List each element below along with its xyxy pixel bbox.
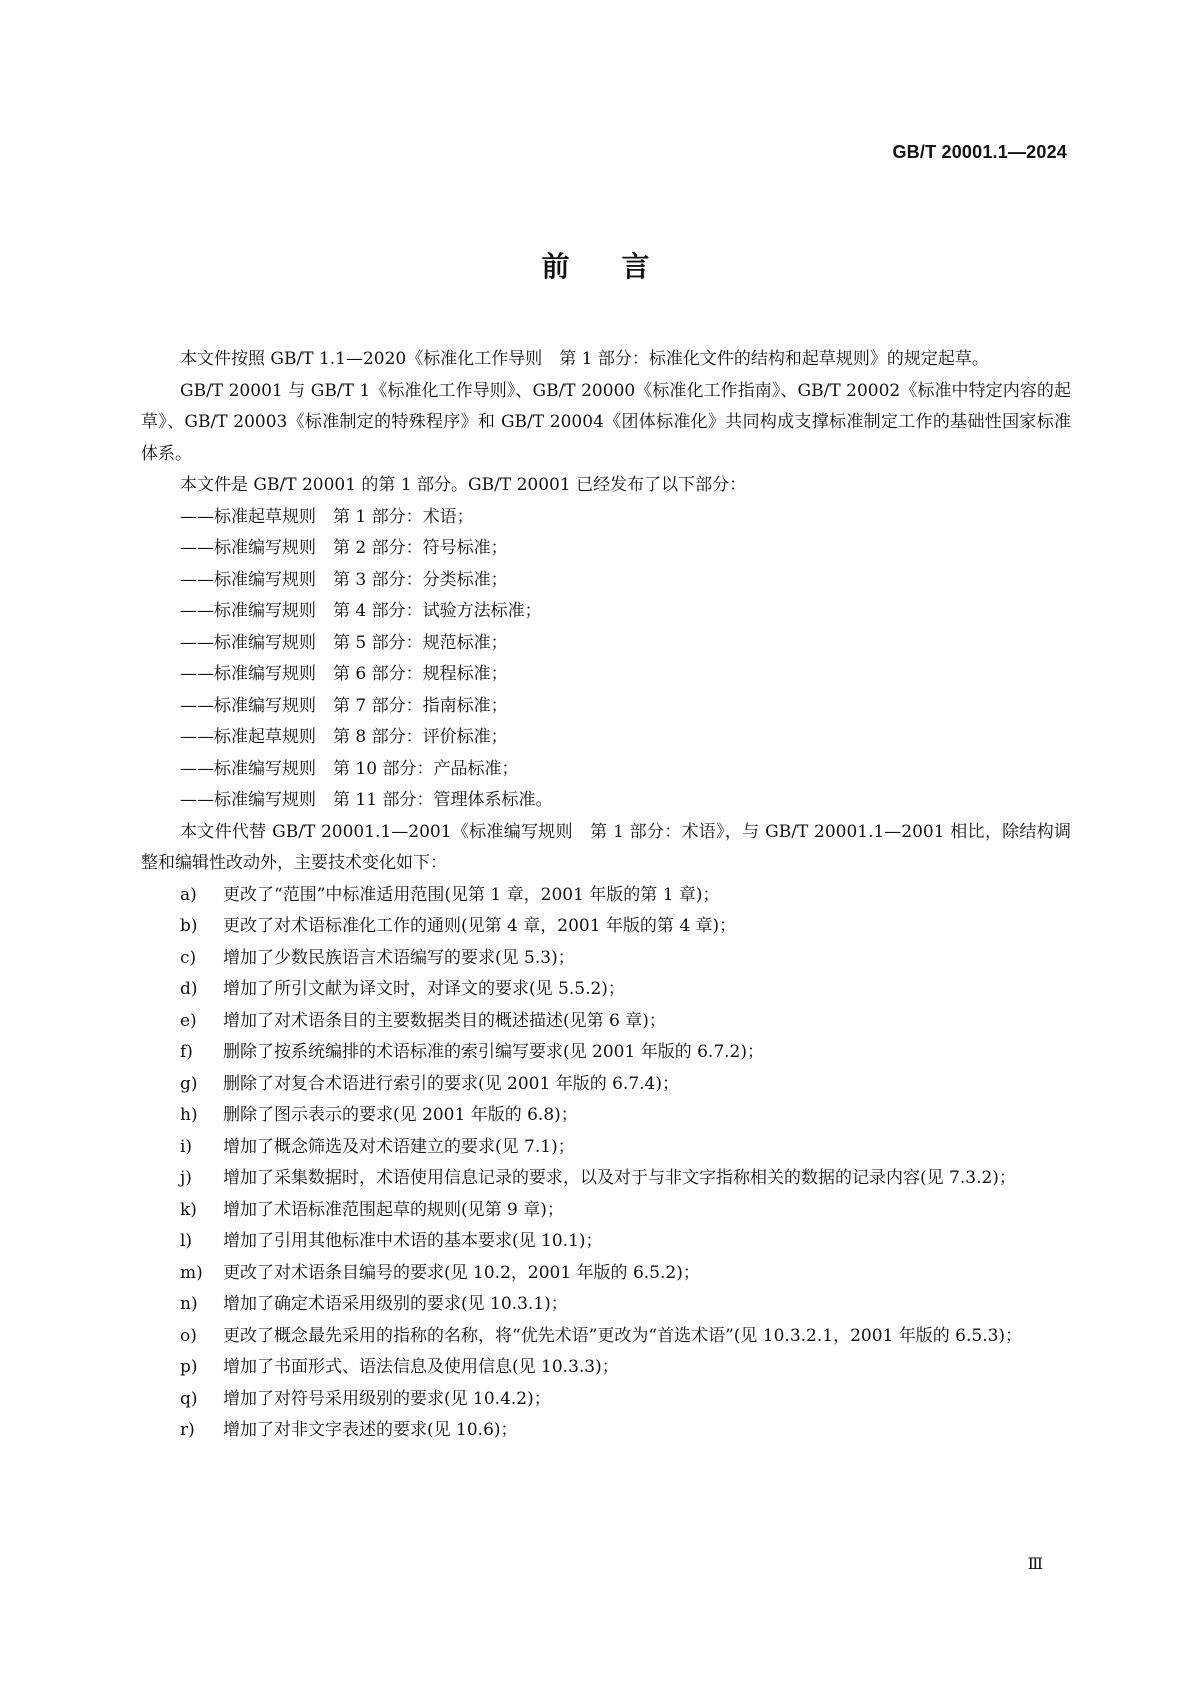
paragraph-standard-system: GB/T 20001 与 GB/T 1《标准化工作导则》、GB/T 20000《标准化工作指南》、GB/T 20002《标准中特定内容的起草》、GB/T 20003《标准制定的特殊程序》和 GB/T 20004《团体标准化》共同构成支撑标准制定工作的基础性国家标准体系。 [141, 380, 1071, 464]
change-text: 增加了确定术语采用级别的要求(见 10.3.1)； [223, 1294, 568, 1314]
change-text: 增加了概念筛选及对术语建立的要求(见 7.1)； [223, 1136, 575, 1157]
change-label: j) [180, 1168, 192, 1188]
change-item [141, 1226, 1071, 1258]
parts-list-item: ——标准编写规则 第 2 部分：符号标准； [180, 538, 508, 558]
change-item [141, 1195, 1071, 1227]
change-text: 更改了对术语标准化工作的通则(见第 4 章，2001 年版的第 4 章)； [223, 916, 737, 936]
paragraph-drafting-basis: 本文件按照 GB/T 1.1—2020《标准化工作导则 第 1 部分：标准化文件的结构和起草规则》的规定起草。 [180, 349, 989, 369]
change-label: n) [180, 1294, 198, 1314]
change-item [141, 1006, 1071, 1038]
foreword-body [141, 344, 1071, 1447]
page-number: Ⅲ [1027, 1554, 1043, 1573]
change-text: 增加了少数民族语言术语编写的要求(见 5.3)； [223, 947, 575, 968]
change-label: k) [180, 1199, 197, 1220]
changes-list [141, 880, 1071, 1447]
parts-list-item: ——标准起草规则 第 8 部分：评价标准； [180, 727, 508, 747]
change-label: g) [180, 1073, 198, 1094]
change-text: 增加了对符号采用级别的要求(见 10.4.2)； [223, 1388, 551, 1409]
page-title: 前言 [541, 250, 702, 283]
change-label: q) [180, 1388, 198, 1409]
change-text: 增加了书面形式、语法信息及使用信息(见 10.3.3)； [223, 1357, 619, 1377]
change-text: 增加了所引文献为译文时，对译文的要求(见 5.5.2)； [223, 979, 625, 999]
change-item [141, 943, 1071, 975]
change-item [141, 1289, 1071, 1321]
standard-number: GB/T 20001.1—2024 [892, 142, 1067, 162]
change-text: 增加了对术语条目的主要数据类目的概述描述(见第 6 章)； [223, 1010, 666, 1031]
change-text: 增加了采集数据时，术语使用信息记录的要求，以及对于与非文字指称相关的数据的记录内容(见 7.3.2)； [223, 1168, 1016, 1188]
change-item [141, 1352, 1071, 1384]
paragraph-replacement: 本文件代替 GB/T 20001.1—2001《标准编写规则 第 1 部分：术语》，与 GB/T 20001.1—2001 相比，除结构调整和编辑性改动外，主要技术变化如下： [141, 821, 1071, 873]
paragraph-part-intro: 本文件是 GB/T 20001 的第 1 部分。GB/T 20001 已经发布了以下部分： [180, 475, 747, 495]
change-item [141, 1384, 1071, 1416]
change-text: 删除了对复合术语进行索引的要求(见 2001 年版的 6.7.4)； [223, 1073, 679, 1094]
change-text: 增加了术语标准范围起草的规则(见第 9 章)； [223, 1199, 564, 1220]
parts-list-item: ——标准编写规则 第 7 部分：指南标准； [180, 695, 508, 716]
parts-list-item: ——标准编写规则 第 4 部分：试验方法标准； [180, 601, 542, 621]
change-text: 增加了对非文字表述的要求(见 10.6)； [223, 1420, 518, 1440]
change-item [141, 1132, 1071, 1164]
change-item [141, 911, 1071, 943]
parts-list-item: ——标准编写规则 第 5 部分：规范标准； [180, 632, 508, 653]
change-text: 删除了按系统编排的术语标准的索引编写要求(见 2001 年版的 6.7.2)； [223, 1042, 764, 1062]
change-label: c) [180, 947, 197, 968]
change-label: i) [180, 1136, 193, 1157]
change-item [141, 1415, 1071, 1447]
change-label: h) [180, 1105, 198, 1125]
change-text: 更改了“范围”中标准适用范围(见第 1 章，2001 年版的第 1 章)； [223, 884, 720, 905]
change-item [141, 1258, 1071, 1290]
change-label: p) [180, 1357, 198, 1377]
change-item [141, 1321, 1071, 1353]
change-label: r) [180, 1420, 195, 1440]
parts-list-item: ——标准编写规则 第 11 部分：管理体系标准。 [180, 790, 553, 810]
change-label: b) [180, 916, 198, 936]
change-label: m) [180, 1262, 203, 1283]
change-label: o) [180, 1325, 197, 1346]
change-label: d) [180, 979, 198, 999]
change-label: l) [180, 1231, 193, 1251]
change-item [141, 1037, 1071, 1069]
change-text: 更改了概念最先采用的指称的名称，将“优先术语”更改为“首选术语”(见 10.3.2.1，2001 年版的 6.5.3)； [223, 1325, 1023, 1346]
change-item [141, 1100, 1071, 1132]
change-label: a) [180, 884, 197, 905]
change-item [141, 1069, 1071, 1101]
parts-list-item: ——标准编写规则 第 10 部分：产品标准； [180, 758, 519, 779]
change-label: f) [180, 1042, 193, 1062]
change-text: 删除了图示表示的要求(见 2001 年版的 6.8)； [223, 1105, 578, 1125]
parts-list-item: ——标准起草规则 第 1 部分：术语； [180, 506, 474, 527]
change-text: 增加了引用其他标准中术语的基本要求(见 10.1)； [223, 1231, 603, 1251]
parts-list [141, 502, 1071, 817]
change-item [141, 974, 1071, 1006]
parts-list-item: ——标准编写规则 第 6 部分：规程标准； [180, 664, 508, 684]
change-item [141, 1163, 1071, 1195]
change-item [141, 880, 1071, 912]
change-text: 更改了对术语条目编号的要求(见 10.2，2001 年版的 6.5.2)； [223, 1262, 700, 1283]
parts-list-item: ——标准编写规则 第 3 部分：分类标准； [180, 569, 508, 590]
change-label: e) [180, 1010, 197, 1031]
